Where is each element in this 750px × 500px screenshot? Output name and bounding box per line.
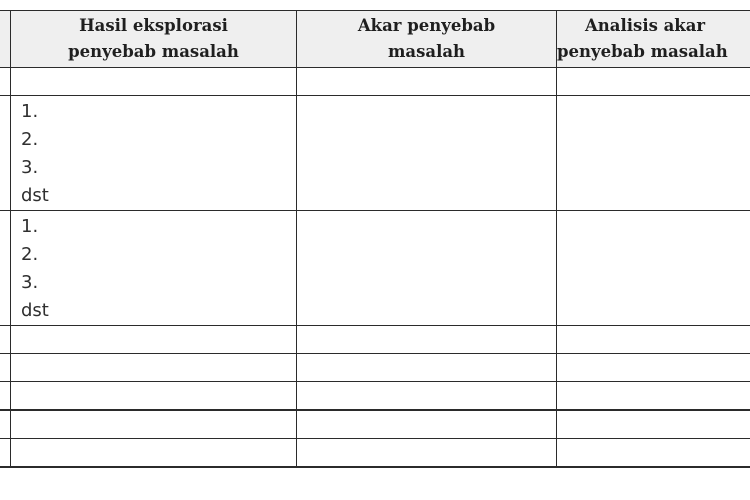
list-item: 2.	[21, 129, 39, 150]
header-root-cause-line-1: Akar penyebab	[357, 16, 496, 35]
table-row	[0, 410, 750, 439]
table-cell[interactable]	[297, 354, 557, 382]
numbered-list	[11, 211, 296, 325]
table-cell[interactable]	[297, 439, 557, 468]
table-cell[interactable]	[557, 211, 750, 326]
table-cell[interactable]	[297, 410, 557, 439]
table-row	[0, 354, 750, 382]
header-cell-number	[0, 11, 11, 68]
list-item: 2.	[21, 244, 39, 265]
list-item: 1.	[21, 216, 39, 237]
table-cell[interactable]	[0, 410, 11, 439]
header-root-cause-line-2: masalah	[387, 42, 466, 61]
table-row	[0, 439, 750, 468]
header-root-cause-analysis	[557, 11, 750, 68]
header-exploration-line-2: penyebab masalah	[68, 42, 239, 61]
table-cell[interactable]	[0, 326, 11, 354]
numbered-list	[11, 96, 296, 210]
header-exploration-results	[11, 11, 297, 68]
header-exploration-line-1: Hasil eksplorasi	[79, 16, 228, 35]
table-cell[interactable]	[0, 382, 11, 411]
table-cell[interactable]	[11, 439, 297, 468]
worksheet-table-container	[0, 10, 750, 468]
table-cell[interactable]	[557, 96, 750, 211]
table-cell[interactable]	[0, 211, 11, 326]
table-cell[interactable]	[11, 410, 297, 439]
list-item: dst	[21, 300, 49, 321]
table-cell[interactable]	[0, 439, 11, 468]
table-cell[interactable]	[557, 382, 750, 411]
table-cell[interactable]	[297, 96, 557, 211]
table-row	[0, 211, 750, 326]
table-cell[interactable]	[557, 68, 750, 96]
table-cell[interactable]	[557, 410, 750, 439]
table-row	[0, 96, 750, 211]
list-item: 1.	[21, 101, 39, 122]
table-cell[interactable]	[297, 382, 557, 411]
table-cell[interactable]	[0, 68, 11, 96]
header-analysis-line-1: Analisis akar	[585, 16, 706, 35]
table-row	[0, 326, 750, 354]
table-cell[interactable]	[557, 326, 750, 354]
table-cell[interactable]	[11, 326, 297, 354]
table-cell[interactable]	[0, 354, 11, 382]
root-cause-analysis-table	[0, 10, 750, 468]
table-cell[interactable]	[0, 96, 11, 211]
list-item: 3.	[21, 272, 39, 293]
table-cell[interactable]	[557, 354, 750, 382]
table-cell[interactable]	[11, 68, 297, 96]
table-row	[0, 382, 750, 411]
table-row	[0, 68, 750, 96]
table-cell[interactable]	[297, 211, 557, 326]
table-cell[interactable]	[297, 326, 557, 354]
table-cell[interactable]	[297, 68, 557, 96]
header-analysis-line-2: penyebab masalah	[557, 42, 728, 61]
table-cell[interactable]	[11, 382, 297, 411]
exploration-list-cell[interactable]	[11, 96, 297, 211]
list-item: dst	[21, 185, 49, 206]
table-cell[interactable]	[11, 354, 297, 382]
header-row	[0, 11, 750, 68]
list-item: 3.	[21, 157, 39, 178]
header-root-cause	[297, 11, 557, 68]
table-cell[interactable]	[557, 439, 750, 468]
exploration-list-cell[interactable]	[11, 211, 297, 326]
